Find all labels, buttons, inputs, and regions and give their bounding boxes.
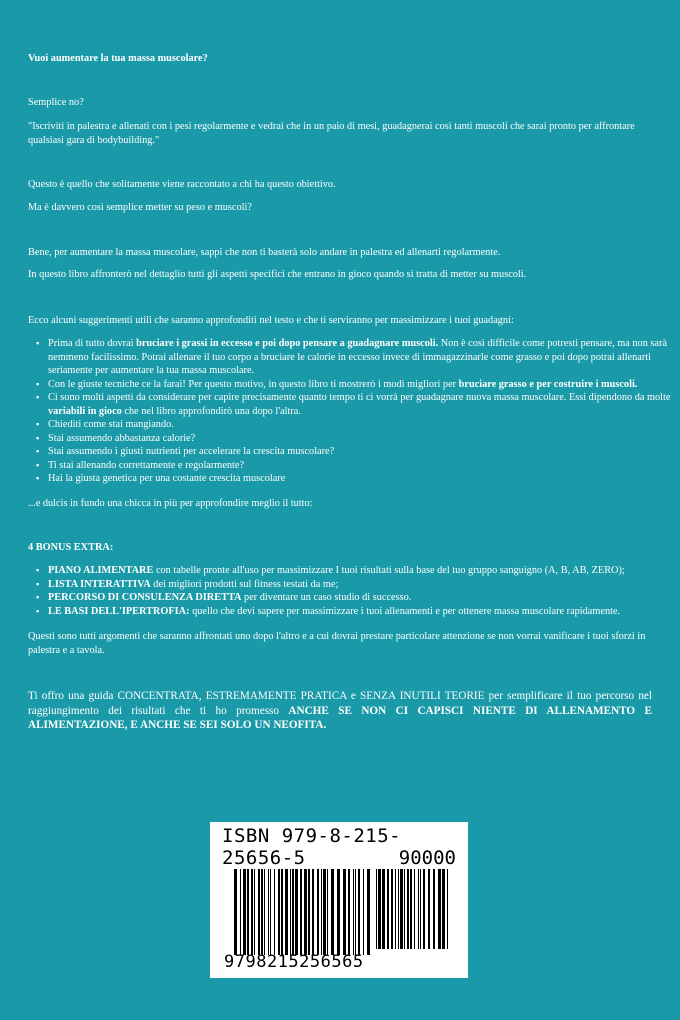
barcode-bar (378, 869, 381, 949)
barcode-bar (312, 869, 314, 955)
list-item-bold: PIANO ALIMENTARE (48, 565, 154, 576)
barcode-bar (261, 869, 263, 955)
barcode-bar (391, 869, 393, 949)
barcode-bar (418, 869, 419, 949)
barcode-bar (382, 869, 385, 949)
list-item (48, 337, 672, 378)
barcode-addon-bars (376, 869, 452, 949)
barcode-bar (410, 869, 412, 949)
list-item-bold: LE BASI DELL'IPERTROFIA: (48, 605, 190, 617)
barcode-bar (274, 869, 275, 955)
cover-heading: Vuoi aumentare la tua massa muscolare? (28, 53, 208, 64)
price-code: 90000 (398, 847, 456, 869)
paragraph-questo: Questo è quello che solitamente viene raccontato a chi ha questo obiettivo. (28, 179, 336, 190)
barcode-bar (327, 869, 328, 955)
paragraph-libro: In questo libro affronterò nel dettaglio tutti gli aspetti specifici che entrano in gioco quando si tratta di metter su muscoli. (28, 269, 527, 280)
barcode-bar (355, 869, 356, 955)
list-item (48, 564, 672, 578)
isbn-barcode (210, 822, 468, 978)
paragraph-semplice: Semplice no? (28, 97, 84, 108)
list-item-text: che nel libro approfondirò una dopo l'altra. (121, 405, 301, 417)
barcode-bar (387, 869, 389, 949)
final-text: Ti offro una guida CONCENTRATA, ESTREMAMENTE PRATICA e SENZA INUTILI TEORIE per semplificare il tuo percorso nel raggiungimento dei risultati che ti ho promesso (28, 690, 652, 717)
barcode-bar (358, 869, 360, 955)
barcode-bar (240, 869, 241, 955)
list-item: ▪ Hai la giusta genetica per una costante crescita muscolare (48, 472, 672, 486)
list-item-text: Ci sono molti aspetti da considerare per capire precisamente quanto tempo ti ci vorrà per guadagnare nuova massa muscolare. Essi dipendono da molte (48, 392, 671, 403)
barcode-bar (400, 869, 403, 949)
barcode-bar (295, 869, 298, 955)
barcode-bar (247, 869, 249, 955)
barcode-bar (442, 869, 445, 949)
barcode-bar (414, 869, 415, 949)
barcode-bar (254, 869, 255, 955)
paragraph-davvero: Ma è davvero così semplice metter su peso e muscoli? (28, 202, 252, 213)
barcode-bar (343, 869, 346, 955)
list-item (48, 591, 672, 605)
barcode-bar (407, 869, 409, 949)
barcode-bar (308, 869, 310, 955)
paragraph-quote: "Iscriviti in palestra e allenati con i pesi regolarmente e vedrai che in un paio di mesi, guadagnerai così tanti muscoli che sarai pronto per affrontare qualsiasi gara di bodybuilding." (28, 121, 635, 146)
paragraph-ecco: Ecco alcuni suggerimenti utili che saranno approfonditi nel testo e che ti serviranno per massimizzare i tuoi guadagni: (28, 315, 514, 326)
barcode-bar (268, 869, 269, 955)
tips-list (28, 337, 672, 486)
barcode-bar (376, 869, 377, 949)
list-item-text: Prima di tutto dovrai (48, 338, 137, 349)
list-item (48, 378, 672, 392)
barcode-bar (331, 869, 334, 955)
list-item: ▪ Ti stai allenando correttamente e regolarmente? (48, 459, 672, 473)
barcode-bar (281, 869, 283, 955)
barcode-bar (323, 869, 326, 955)
barcode-bar (438, 869, 441, 949)
barcode-bar (423, 869, 425, 949)
barcode-bar (404, 869, 405, 949)
list-item-bold: LISTA INTERATTIVA (48, 578, 151, 590)
list-item-bold: bruciare grasso e per costruire i muscoli. (458, 378, 638, 390)
list-item: ▪ Stai assumendo i giusti nutrienti per accelerare la crescita muscolare? (48, 445, 672, 459)
barcode-bar (337, 869, 340, 955)
bonus-heading: 4 BONUS EXTRA: (28, 542, 114, 553)
bonus-list (28, 564, 672, 618)
barcode-bar (420, 869, 421, 949)
list-item (48, 578, 672, 592)
paragraph-dulcis: ...e dulcis in fundo una chicca in più per approfondire meglio il tutto: (28, 498, 313, 509)
final-bold-text: ANCHE SE NON CI CAPISCI NIENTE DI ALLENAMENTO E ALIMENTAZIONE, E ANCHE SE SEI SOLO UN NEOFITA. (28, 704, 652, 731)
paragraph-final (28, 689, 652, 733)
barcode-bar (367, 869, 370, 955)
list-item-text: dei migliori prodotti sul fitness testati da me; (150, 578, 339, 590)
list-item-bold: variabili in gioco (48, 405, 122, 417)
barcode-bar (304, 869, 307, 955)
barcode-bar (270, 869, 271, 955)
barcode-bar (258, 869, 260, 955)
barcode-bar (292, 869, 294, 955)
barcode-bar (243, 869, 246, 955)
barcode-bar (290, 869, 291, 955)
barcode-main-bars (234, 869, 372, 955)
list-item-bold: PERCORSO DI CONSULENZA DIRETTA (48, 592, 242, 603)
list-item-bold: bruciare i grassi in eccesso e poi dopo pensare a guadagnare muscoli. (136, 338, 439, 349)
list-item (48, 605, 672, 619)
barcode-bar (395, 869, 396, 949)
list-item-text: Con le giuste tecniche ce la farai! Per questo motivo, in questo libro ti mostrerò i modi migliori per (48, 378, 459, 390)
barcode-bar (348, 869, 350, 955)
list-item: ▪ Chiediti come stai mangiando. (48, 418, 672, 432)
list-item: ▪ Stai assumendo abbastanza calorie? (48, 432, 672, 446)
barcode-bar (285, 869, 288, 955)
list-item-text: con tabelle pronte all'uso per massimizzare I tuoi risultati sulla base del tuo gruppo sanguigno (A, B, AB, ZERO); (153, 565, 625, 576)
list-item-text: per diventare un caso studio di successo. (241, 592, 412, 603)
isbn-label: ISBN 979-8-215-25656-5 (222, 825, 402, 869)
barcode-bar (398, 869, 399, 949)
barcode-bar (447, 869, 448, 949)
barcode-bar (234, 869, 237, 955)
barcode-bar (428, 869, 430, 949)
list-item-text: quello che devi sapere per massimizzare i tuoi allenamenti e per ottenere massa muscolare rapidamente. (189, 605, 621, 617)
barcode-bar (353, 869, 354, 955)
paragraph-bene: Bene, per aumentare la massa muscolare, sappi che non ti basterà solo andare in palestra ed allenarti regolarmente. (28, 247, 501, 258)
list-item-text: Non è così difficile come potresti pensare, ma non sarà nemmeno facilissimo. Potrai allenare il tuo corpo a bruciare le calorie in eccesso invece di immagazzinarle come grasso e poi dopo potrai allenarti seriamente per aumentare la tua massa muscolare. (48, 338, 667, 376)
barcode-bar (321, 869, 322, 955)
barcode-bar (251, 869, 253, 955)
paragraph-argomenti: Questi sono tutti argomenti che saranno affrontati uno dopo l'altro e a cui dovrai prestare particolare attenzione se non vorrai vanificare i tuoi sforzi in palestra e a tavola. (28, 631, 646, 656)
barcode-bar (317, 869, 319, 955)
barcode-bar (363, 869, 364, 955)
barcode-bar (264, 869, 265, 955)
barcode-bar (278, 869, 280, 955)
barcode-digits: 9798215256565 (224, 952, 364, 972)
list-item (48, 391, 672, 418)
barcode-bar (300, 869, 302, 955)
barcode-bar (433, 869, 435, 949)
